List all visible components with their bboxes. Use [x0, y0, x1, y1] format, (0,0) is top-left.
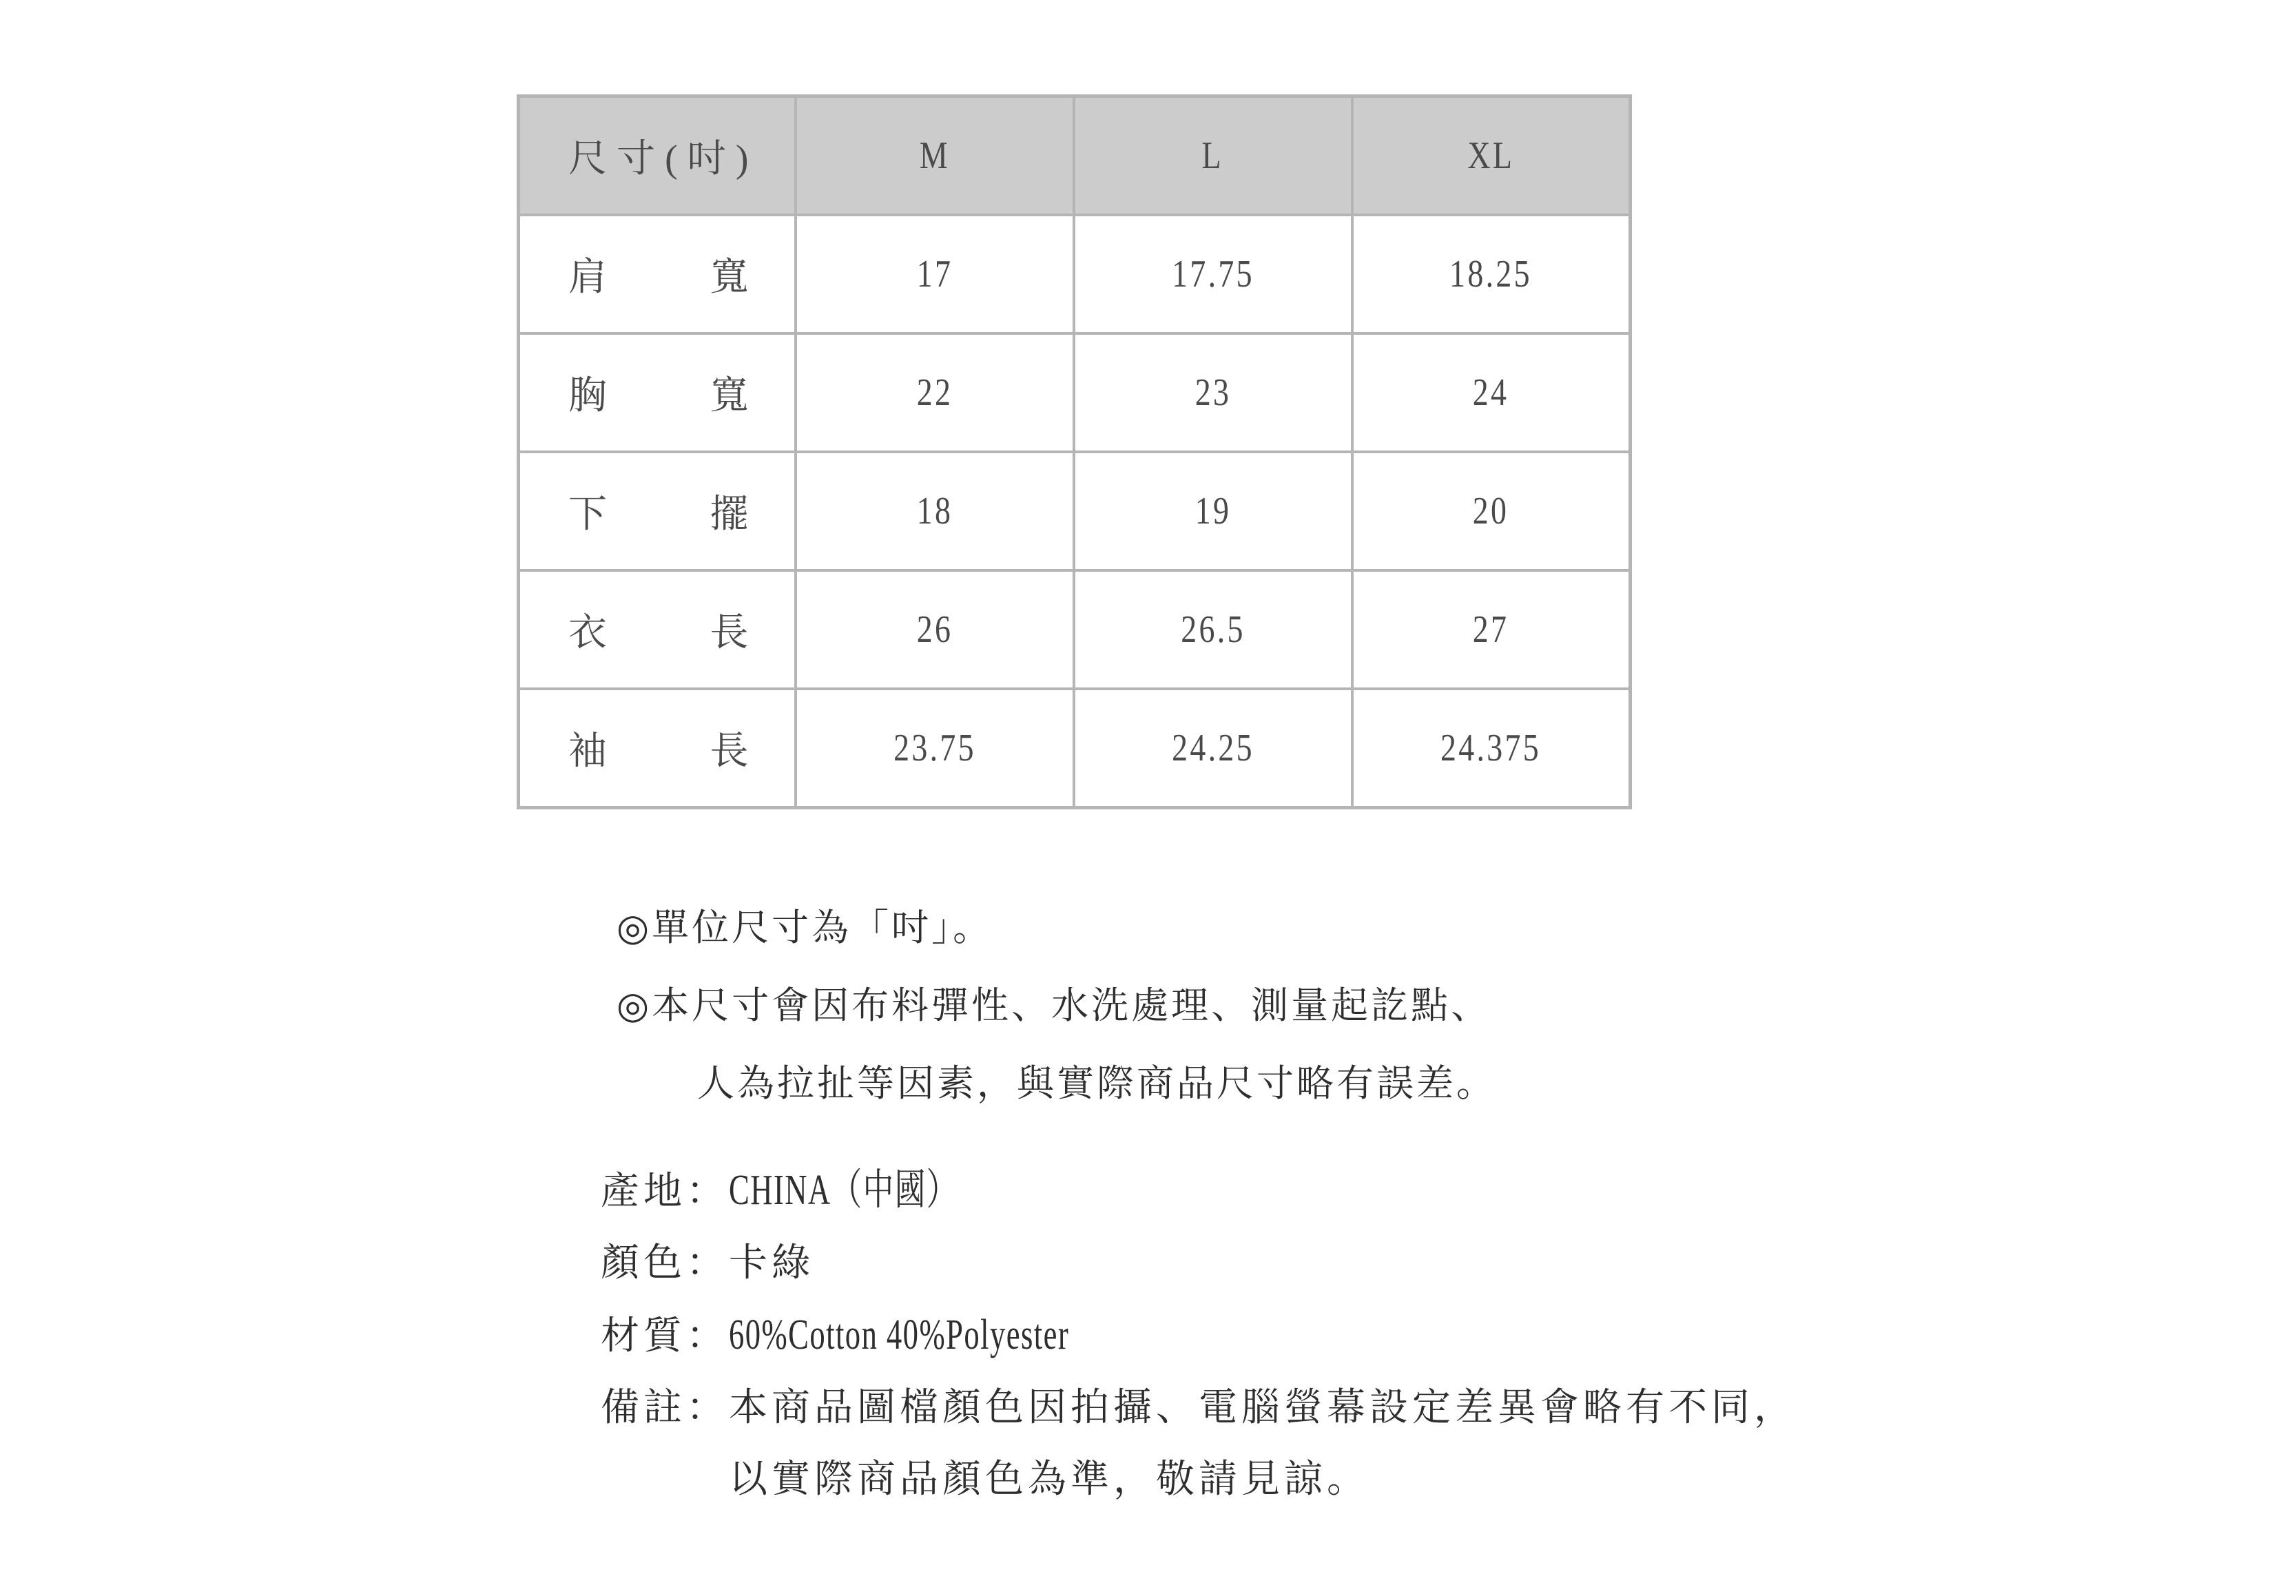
value-cell: [1352, 689, 1631, 808]
remark-value-line2: 以實際商品顏色為準，敬請見諒。: [729, 1457, 1369, 1502]
header-size-l: [1074, 96, 1352, 216]
value-cell: [1074, 333, 1352, 452]
size-label: L: [1201, 134, 1224, 177]
value-cell: [1352, 333, 1631, 452]
color-key: 顏色：: [601, 1241, 729, 1285]
info-remark-continued: [601, 1444, 1797, 1515]
remark-key: 備註：: [601, 1385, 729, 1430]
header-label-cell: [519, 96, 796, 216]
table-row-length: [519, 570, 1631, 689]
size-table-header-row: [519, 96, 1631, 216]
value-cell: [1074, 452, 1352, 570]
value-cell: [1074, 215, 1352, 333]
size-label: XL: [1467, 134, 1515, 177]
size-notes: [617, 889, 1496, 1122]
info-origin: [601, 1154, 1797, 1227]
value: 20: [1473, 490, 1509, 532]
value: 19: [1194, 490, 1231, 532]
value-cell: [1074, 689, 1352, 808]
note-variance: ◎本尺寸會因布料彈性、水洗處理、測量起訖點、: [617, 984, 1491, 1027]
row-label: [519, 215, 796, 333]
value: 17: [916, 253, 953, 296]
row-label-text: 肩 寬: [568, 256, 749, 299]
color-value: 卡綠: [729, 1241, 814, 1285]
value: 23.75: [893, 727, 976, 769]
note-unit: ◎單位尺寸為「吋」。: [617, 906, 993, 949]
value: 22: [916, 371, 953, 414]
table-row-shoulder: [519, 215, 1631, 333]
value: 27: [1473, 608, 1509, 651]
row-label: [519, 689, 796, 808]
table-row-hem: [519, 452, 1631, 570]
value-cell: [796, 689, 1074, 808]
row-label: [519, 452, 796, 570]
material-key: 材質：: [601, 1314, 729, 1358]
row-label-text: 衣 長: [568, 612, 749, 654]
value-cell: [1352, 215, 1631, 333]
value: 17.75: [1171, 253, 1254, 296]
value: 26: [916, 608, 953, 651]
row-label: [519, 570, 796, 689]
value: 18: [916, 490, 953, 532]
size-label: M: [919, 134, 950, 177]
value-cell: [1352, 570, 1631, 689]
size-chart-table: [517, 94, 1632, 809]
value-cell: [796, 452, 1074, 570]
value: 24.25: [1171, 727, 1254, 769]
info-remark: [601, 1372, 1797, 1444]
remark-value-line1: 本商品圖檔顏色因拍攝、電腦螢幕設定差異會略有不同，: [729, 1385, 1797, 1430]
value: 18.25: [1449, 253, 1533, 296]
note-variance-continued: 人為拉扯等因素，與實際商品尺寸略有誤差。: [697, 1061, 1496, 1105]
row-label-text: 袖 長: [568, 730, 749, 773]
value-cell: [1352, 452, 1631, 570]
value: 23: [1194, 371, 1231, 414]
table-row-sleeve: [519, 689, 1631, 808]
row-label-text: 胸 寬: [568, 375, 749, 417]
value: 24: [1473, 371, 1509, 414]
header-size-m: [796, 96, 1074, 216]
row-label: [519, 333, 796, 452]
table-row-chest: [519, 333, 1631, 452]
value-cell: [1074, 570, 1352, 689]
product-info: [601, 1154, 1797, 1515]
header-label: 尺寸(吋): [568, 138, 749, 180]
value-cell: [796, 333, 1074, 452]
origin-value: CHINA（中國）: [729, 1167, 958, 1214]
value-cell: [796, 215, 1074, 333]
value: 24.375: [1440, 727, 1542, 769]
info-material: [601, 1299, 1797, 1372]
origin-key: 產地：: [601, 1169, 729, 1214]
info-color: [601, 1227, 1797, 1299]
value-cell: [796, 570, 1074, 689]
header-size-xl: [1352, 96, 1631, 216]
material-value: 60%Cotton 40%Polyester: [729, 1312, 1070, 1358]
row-label-text: 下 擺: [568, 493, 749, 536]
value: 26.5: [1180, 608, 1245, 651]
